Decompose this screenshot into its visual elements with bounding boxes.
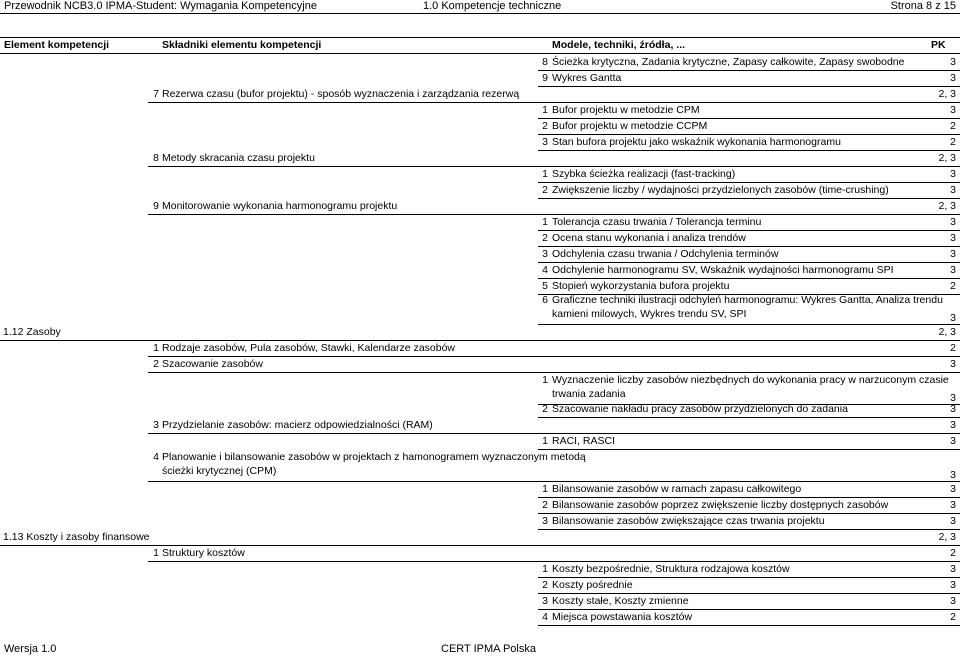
header-left: Przewodnik NCB3.0 IPMA-Student: Wymagania Kompetencyjne <box>4 0 317 12</box>
row-text: Odchylenie harmonogramu SV, Wskaźnik wydajności harmonogramu SPI <box>552 264 894 276</box>
row-number: 1 <box>542 168 548 180</box>
row-number: 1 <box>153 547 159 559</box>
col-pk: PK <box>931 39 946 51</box>
row-text: Metody skracania czasu projektu <box>162 152 315 164</box>
row-pk: 3 <box>950 403 956 415</box>
row-text: Tolerancja czasu trwania / Tolerancja terminu <box>552 216 762 228</box>
row-text: 1.12 Zasoby <box>3 326 61 338</box>
row-pk: 3 <box>950 248 956 260</box>
row-pk: 2 <box>950 280 956 292</box>
row-border <box>148 214 960 215</box>
row-border <box>538 198 960 199</box>
row-text: Wykres Gantta <box>552 72 622 84</box>
row-pk: 3 <box>950 579 956 591</box>
row-text: Szacowanie nakładu pracy zasobów przydzielonych do zadania <box>552 403 848 415</box>
row-text-continued: kamieni milowych, Wykres trendu SV, SPI <box>552 308 747 320</box>
row-number: 8 <box>542 56 548 68</box>
row-pk: 3 <box>950 104 956 116</box>
row-text-continued: ścieżki krytycznej (CPM) <box>162 465 277 477</box>
row-pk: 2, 3 <box>938 88 956 100</box>
row-pk: 2, 3 <box>938 200 956 212</box>
row-number: 5 <box>542 280 548 292</box>
row-text: Planowanie i bilansowanie zasobów w projektach z hamonogramem wyznaczonym metodą <box>162 451 586 463</box>
row-number: 4 <box>542 264 548 276</box>
row-text: Koszty pośrednie <box>552 579 633 591</box>
row-border <box>148 102 960 103</box>
row-text: Bufor projektu w metodzie CCPM <box>552 120 708 132</box>
row-number: 9 <box>153 200 159 212</box>
row-pk: 3 <box>950 392 956 404</box>
row-number: 3 <box>153 419 159 431</box>
row-text: Graficzne techniki ilustracji odchyleń harmonogramu: Wykres Gantta, Analiza trendu <box>552 294 943 306</box>
row-text: Bilansowanie zasobów poprzez zwiększenie liczby dostępnych zasobów <box>552 499 889 511</box>
row-border <box>538 262 960 263</box>
row-border <box>148 372 960 373</box>
header-row-border <box>0 53 960 54</box>
header-center: 1.0 Kompetencje techniczne <box>423 0 562 12</box>
row-pk: 3 <box>950 72 956 84</box>
row-text: Miejsca powstawania kosztów <box>552 611 693 623</box>
row-border <box>538 182 960 183</box>
row-border <box>538 118 960 119</box>
header-right: Strona 8 z 15 <box>890 0 956 12</box>
row-border <box>148 433 960 434</box>
row-border <box>538 417 960 418</box>
row-text: Monitorowanie wykonania harmonogramu projektu <box>162 200 398 212</box>
row-number: 2 <box>153 358 159 370</box>
row-text: Koszty stałe, Koszty zmienne <box>552 595 689 607</box>
row-number: 2 <box>542 232 548 244</box>
row-number: 1 <box>542 374 548 386</box>
row-number: 9 <box>542 72 548 84</box>
row-number: 1 <box>153 342 159 354</box>
row-pk: 2 <box>950 342 956 354</box>
row-text: Koszty bezpośrednie, Struktura rodzajowa kosztów <box>552 563 790 575</box>
row-border <box>538 70 960 71</box>
row-border <box>0 340 960 341</box>
row-number: 3 <box>542 595 548 607</box>
row-pk: 3 <box>950 499 956 511</box>
row-border <box>538 150 960 151</box>
row-number: 3 <box>542 136 548 148</box>
row-number: 4 <box>542 611 548 623</box>
row-pk: 3 <box>950 483 956 495</box>
row-pk: 3 <box>950 168 956 180</box>
row-text: Rodzaje zasobów, Pula zasobów, Stawki, Kalendarze zasobów <box>162 342 456 354</box>
row-number: 8 <box>153 152 159 164</box>
row-pk: 3 <box>950 358 956 370</box>
row-text: Odchylenia czasu trwania / Odchylenia terminów <box>552 248 779 260</box>
row-text: Przydzielanie zasobów: macierz odpowiedzialności (RAM) <box>162 419 433 431</box>
row-border <box>148 561 960 562</box>
row-number: 1 <box>542 104 548 116</box>
row-border <box>538 529 960 530</box>
row-number: 2 <box>542 579 548 591</box>
row-text: Struktury kosztów <box>162 547 245 559</box>
row-pk: 2 <box>950 547 956 559</box>
row-border <box>538 625 960 626</box>
row-pk: 2 <box>950 611 956 623</box>
row-number: 2 <box>542 184 548 196</box>
row-number: 2 <box>542 499 548 511</box>
row-text: 1.13 Koszty i zasoby finansowe <box>3 531 150 543</box>
row-text: Stan bufora projektu jako wskaźnik wykonania harmonogramu <box>552 136 841 148</box>
row-border <box>0 545 960 546</box>
row-border <box>538 593 960 594</box>
row-number: 2 <box>542 120 548 132</box>
row-pk: 2, 3 <box>938 326 956 338</box>
footer-left: Wersja 1.0 <box>4 643 57 655</box>
row-text: Ocena stanu wykonania i analiza trendów <box>552 232 746 244</box>
row-pk: 3 <box>950 469 956 481</box>
row-border <box>148 166 960 167</box>
row-number: 6 <box>542 294 548 306</box>
row-border <box>148 481 960 482</box>
row-pk: 3 <box>950 232 956 244</box>
row-border <box>538 246 960 247</box>
row-pk: 2 <box>950 136 956 148</box>
row-pk: 3 <box>950 56 956 68</box>
row-pk: 3 <box>950 264 956 276</box>
row-text: Rezerwa czasu (bufor projektu) - sposób wyznaczenia i zarządzania rezerwą <box>162 88 520 100</box>
row-border <box>538 497 960 498</box>
row-text: Szacowanie zasobów <box>162 358 263 370</box>
row-number: 4 <box>153 451 159 463</box>
row-pk: 2 <box>950 120 956 132</box>
row-pk: 3 <box>950 216 956 228</box>
row-border <box>538 86 960 87</box>
row-text: Ścieżka krytyczna, Zadania krytyczne, Zapasy całkowite, Zapasy swobodne <box>552 56 905 68</box>
row-border <box>538 134 960 135</box>
row-border <box>538 577 960 578</box>
row-pk: 2, 3 <box>938 531 956 543</box>
row-pk: 3 <box>950 563 956 575</box>
row-text: Bilansowanie zasobów zwiększające czas trwania projektu <box>552 515 825 527</box>
row-pk: 3 <box>950 184 956 196</box>
row-border <box>538 278 960 279</box>
row-number: 1 <box>542 435 548 447</box>
header-divider <box>0 13 960 14</box>
col-element: Element kompetencji <box>4 39 110 51</box>
row-border <box>538 513 960 514</box>
row-text: Stopień wykorzystania bufora projektu <box>552 280 730 292</box>
row-number: 2 <box>542 403 548 415</box>
col-components: Składniki elementu kompetencji <box>162 39 322 51</box>
col-models: Modele, techniki, źródła, ... <box>552 39 686 51</box>
row-pk: 3 <box>950 595 956 607</box>
row-number: 1 <box>542 216 548 228</box>
row-border <box>538 324 960 325</box>
row-pk: 3 <box>950 312 956 324</box>
row-border <box>148 356 960 357</box>
row-text: Bilansowanie zasobów w ramach zapasu całkowitego <box>552 483 802 495</box>
row-number: 1 <box>542 483 548 495</box>
row-text: Szybka ścieżka realizacji (fast-tracking) <box>552 168 736 180</box>
row-pk: 3 <box>950 515 956 527</box>
row-border <box>538 230 960 231</box>
row-number: 7 <box>153 88 159 100</box>
row-text: Bufor projektu w metodzie CPM <box>552 104 700 116</box>
row-text-continued: trwania zadania <box>552 388 626 400</box>
row-text: Wyznaczenie liczby zasobów niezbędnych do wykonania pracy w narzuconym czasie <box>552 374 949 386</box>
row-text: Zwiększenie liczby / wydajności przydzielonych zasobów (time-crushing) <box>552 184 889 196</box>
row-pk: 3 <box>950 435 956 447</box>
row-border <box>538 609 960 610</box>
page-header <box>0 0 960 14</box>
footer-center: CERT IPMA Polska <box>441 643 536 655</box>
row-pk: 2, 3 <box>938 152 956 164</box>
row-number: 3 <box>542 515 548 527</box>
table-top-border <box>0 37 960 38</box>
row-pk: 3 <box>950 419 956 431</box>
row-number: 1 <box>542 563 548 575</box>
row-number: 3 <box>542 248 548 260</box>
row-text: RACI, RASCI <box>552 435 616 447</box>
row-border <box>538 449 960 450</box>
